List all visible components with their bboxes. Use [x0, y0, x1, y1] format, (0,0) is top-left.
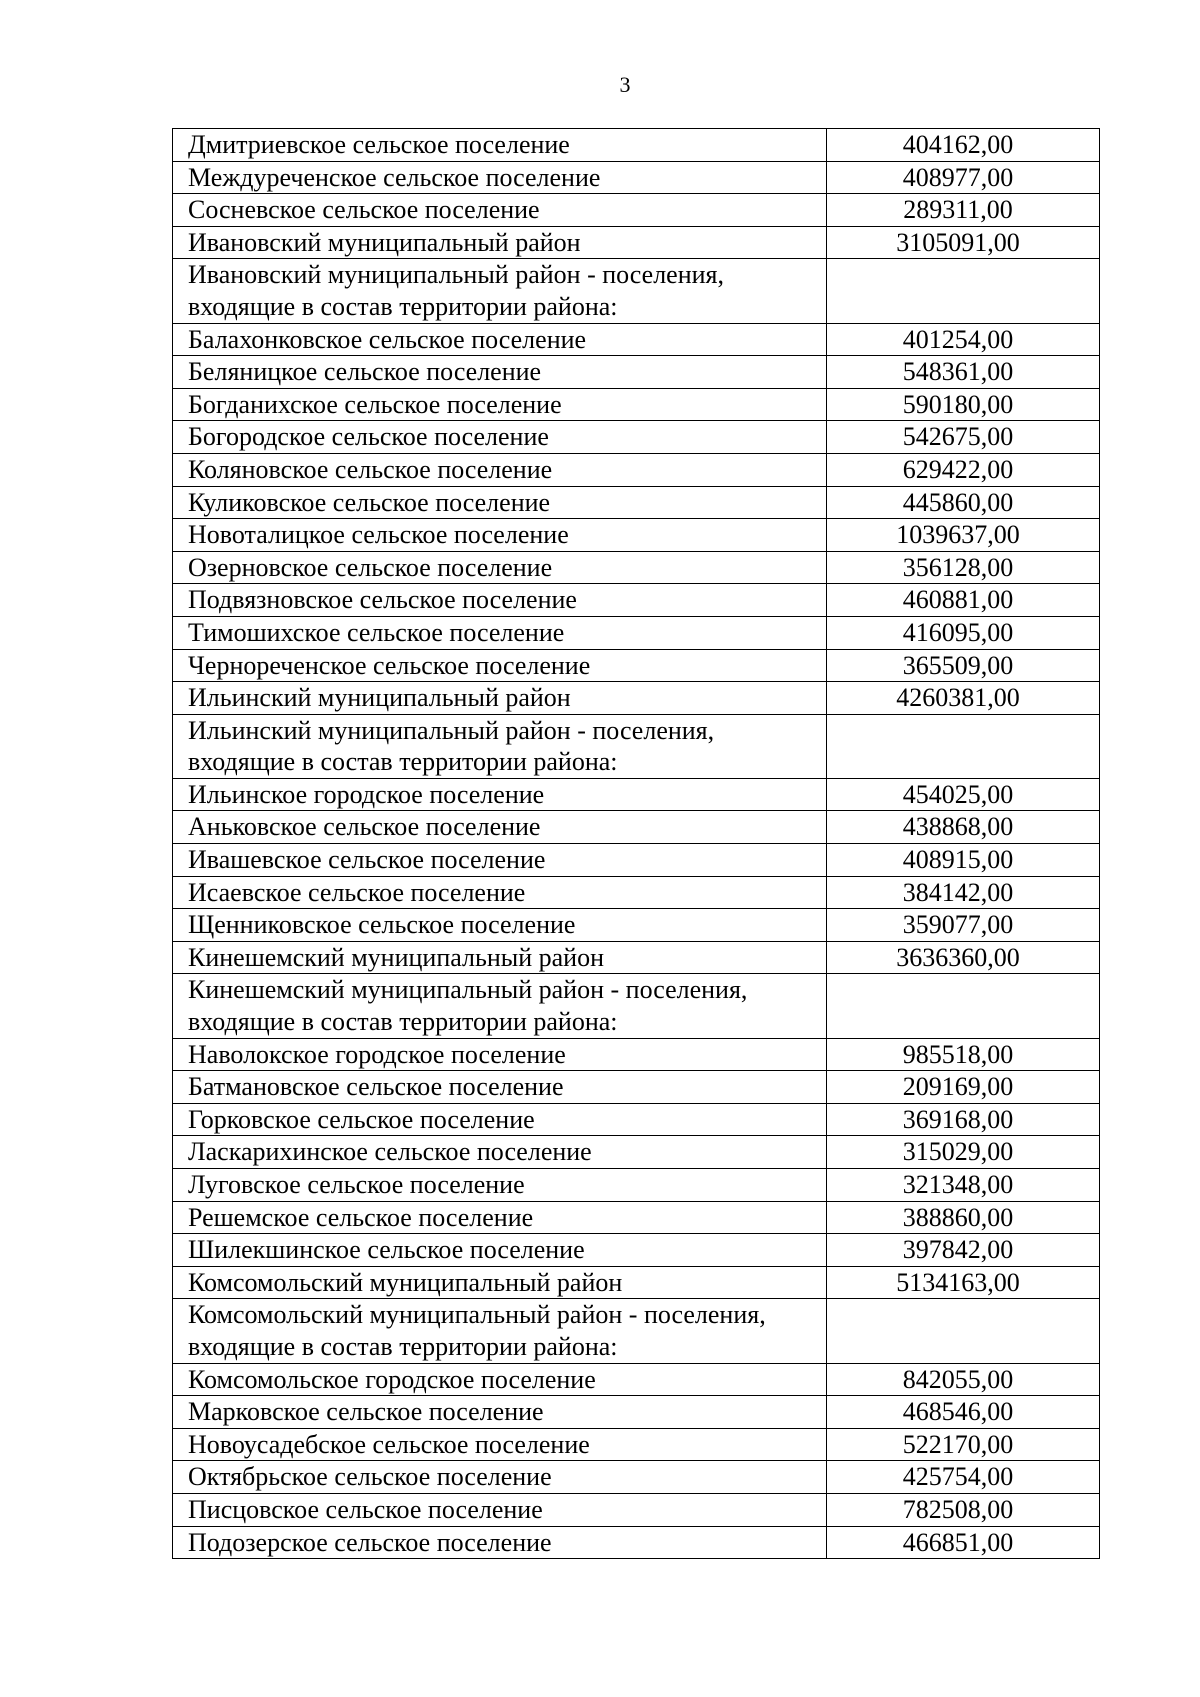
table-row: [173, 1461, 1100, 1494]
amount-cell: [827, 356, 1100, 389]
amount-value: 985518,00: [902, 1039, 1014, 1069]
amount-value: 209169,00: [902, 1072, 1014, 1102]
amount-cell: [827, 161, 1100, 194]
table-row: [173, 486, 1100, 519]
settlement-name-cell: Октябрьское сельское поселение: [173, 1461, 827, 1494]
amount-cell: [827, 1266, 1100, 1299]
amount-value: 548361,00: [902, 357, 1014, 387]
table-row: [173, 811, 1100, 844]
amount-cell: [827, 1071, 1100, 1104]
amount-cell: [827, 226, 1100, 259]
amount-value: 3105091,00: [896, 227, 1020, 257]
table-row: [173, 129, 1100, 162]
allocation-table: [172, 128, 1100, 1559]
amount-cell: [827, 194, 1100, 227]
table-row: [173, 421, 1100, 454]
settlement-name-cell: Кинешемский муниципальный район - поселения, входящие в состав территории района:: [173, 974, 827, 1038]
amount-value: 404162,00: [902, 130, 1014, 159]
amount-value: 365509,00: [902, 650, 1014, 680]
amount-value: 401254,00: [902, 324, 1014, 354]
amount-cell: [827, 844, 1100, 877]
table-row: [173, 1493, 1100, 1526]
table-body: [173, 129, 1100, 1559]
amount-value: 466851,00: [902, 1527, 1014, 1557]
table-row: [173, 1299, 1100, 1363]
table-row: [173, 1396, 1100, 1429]
settlement-name-cell: Ильинский муниципальный район: [173, 682, 827, 715]
amount-value: 408977,00: [902, 162, 1014, 192]
table-row: [173, 584, 1100, 617]
amount-value: 388860,00: [902, 1202, 1014, 1232]
table-row: [173, 941, 1100, 974]
amount-value: 356128,00: [902, 552, 1014, 582]
settlement-name-cell: Куликовское сельское поселение: [173, 486, 827, 519]
table-row: [173, 1169, 1100, 1202]
amount-cell: [827, 909, 1100, 942]
settlement-name-cell: Наволокское городское поселение: [173, 1038, 827, 1071]
amount-value: 445860,00: [902, 487, 1014, 517]
settlement-name-cell: Щенниковское сельское поселение: [173, 909, 827, 942]
table-row: [173, 1201, 1100, 1234]
amount-cell: [827, 486, 1100, 519]
amount-value: 522170,00: [902, 1429, 1014, 1459]
settlement-name-cell: Комсомольский муниципальный район - поселения, входящие в состав территории района:: [173, 1299, 827, 1363]
amount-value: 397842,00: [902, 1235, 1014, 1265]
amount-value: 425754,00: [902, 1462, 1014, 1492]
settlement-name-cell: Ивановский муниципальный район - поселения, входящие в состав территории района:: [173, 259, 827, 323]
table-row: [173, 259, 1100, 323]
table-row: [173, 453, 1100, 486]
settlement-name-cell: Ивановский муниципальный район: [173, 226, 827, 259]
amount-value: 315029,00: [902, 1137, 1014, 1167]
table-row: [173, 682, 1100, 715]
table-row: [173, 876, 1100, 909]
amount-cell: [827, 388, 1100, 421]
settlement-name-cell: Решемское сельское поселение: [173, 1201, 827, 1234]
amount-cell: [827, 616, 1100, 649]
table-row: [173, 1038, 1100, 1071]
amount-cell: [827, 1038, 1100, 1071]
table-row: [173, 194, 1100, 227]
amount-cell: [827, 1396, 1100, 1429]
settlement-name-cell: Ильинский муниципальный район - поселения, входящие в состав территории района:: [173, 714, 827, 778]
settlement-name-cell: Батмановское сельское поселение: [173, 1071, 827, 1104]
amount-value: 384142,00: [902, 877, 1014, 907]
amount-cell: [827, 714, 1100, 778]
table-row: [173, 649, 1100, 682]
settlement-name-cell: Беляницкое сельское поселение: [173, 356, 827, 389]
amount-value: 369168,00: [902, 1104, 1014, 1134]
amount-cell: [827, 584, 1100, 617]
settlement-name-cell: Подозерское сельское поселение: [173, 1526, 827, 1559]
table-row: [173, 616, 1100, 649]
amount-cell: [827, 421, 1100, 454]
table-row: [173, 1136, 1100, 1169]
amount-value: 289311,00: [903, 195, 1013, 225]
settlement-name-cell: Междуреченское сельское поселение: [173, 161, 827, 194]
settlement-name-cell: Подвязновское сельское поселение: [173, 584, 827, 617]
amount-value: 5134163,00: [896, 1267, 1020, 1297]
table-row: [173, 519, 1100, 552]
settlement-name-cell: Ласкарихинское сельское поселение: [173, 1136, 827, 1169]
settlement-name-cell: Коляновское сельское поселение: [173, 453, 827, 486]
table-row: [173, 844, 1100, 877]
settlement-name-cell: Кинешемский муниципальный район: [173, 941, 827, 974]
amount-cell: [827, 876, 1100, 909]
table-row: [173, 226, 1100, 259]
amount-cell: [827, 1428, 1100, 1461]
table-row: [173, 1266, 1100, 1299]
settlement-name-cell: Балахонковское сельское поселение: [173, 323, 827, 356]
amount-value: 3636360,00: [896, 942, 1020, 972]
settlement-name-cell: Богданихское сельское поселение: [173, 388, 827, 421]
settlement-name-cell: Ивашевское сельское поселение: [173, 844, 827, 877]
settlement-name-cell: Ильинское городское поселение: [173, 778, 827, 811]
amount-cell: [827, 1299, 1100, 1363]
page-number: 3: [619, 72, 631, 97]
amount-cell: [827, 1201, 1100, 1234]
amount-value: 460881,00: [902, 585, 1014, 615]
settlement-name-cell: Горковское сельское поселение: [173, 1103, 827, 1136]
amount-value: 438868,00: [902, 812, 1014, 842]
settlement-name-cell: Чернореченское сельское поселение: [173, 649, 827, 682]
table-row: [173, 388, 1100, 421]
amount-cell: [827, 129, 1100, 162]
amount-value: 416095,00: [902, 617, 1014, 647]
settlement-name-cell: Тимошихское сельское поселение: [173, 616, 827, 649]
settlement-name-cell: Богородское сельское поселение: [173, 421, 827, 454]
amount-value: 542675,00: [902, 422, 1014, 452]
amount-cell: [827, 649, 1100, 682]
amount-value: 782508,00: [902, 1494, 1014, 1524]
table-row: [173, 1428, 1100, 1461]
table-row: [173, 714, 1100, 778]
table-row: [173, 356, 1100, 389]
amount-cell: [827, 682, 1100, 715]
settlement-name-cell: Дмитриевское сельское поселение: [173, 129, 827, 162]
amount-cell: [827, 323, 1100, 356]
table-row: [173, 1363, 1100, 1396]
table-row: [173, 974, 1100, 1038]
amount-cell: [827, 1103, 1100, 1136]
settlement-name-cell: Исаевское сельское поселение: [173, 876, 827, 909]
table-row: [173, 1234, 1100, 1267]
amount-cell: [827, 1136, 1100, 1169]
settlement-name-cell: Комсомольское городское поселение: [173, 1363, 827, 1396]
amount-value: 629422,00: [902, 454, 1014, 484]
amount-cell: [827, 811, 1100, 844]
table-row: [173, 1526, 1100, 1559]
amount-cell: [827, 1169, 1100, 1202]
settlement-name-cell: Озерновское сельское поселение: [173, 551, 827, 584]
settlement-name-cell: Луговское сельское поселение: [173, 1169, 827, 1202]
amount-value: 1039637,00: [896, 520, 1020, 550]
table-row: [173, 778, 1100, 811]
settlement-name-cell: Новоталицкое сельское поселение: [173, 519, 827, 552]
amount-value: 4260381,00: [896, 683, 1020, 713]
amount-value: 842055,00: [902, 1364, 1014, 1394]
amount-cell: [827, 1461, 1100, 1494]
amount-cell: [827, 778, 1100, 811]
amount-cell: [827, 1363, 1100, 1396]
settlement-name-cell: Сосневское сельское поселение: [173, 194, 827, 227]
amount-value: 359077,00: [902, 910, 1014, 940]
settlement-name-cell: Марковское сельское поселение: [173, 1396, 827, 1429]
amount-cell: [827, 941, 1100, 974]
settlement-name-cell: Аньковское сельское поселение: [173, 811, 827, 844]
amount-cell: [827, 974, 1100, 1038]
amount-value: 468546,00: [902, 1397, 1014, 1427]
table-row: [173, 1103, 1100, 1136]
amount-cell: [827, 259, 1100, 323]
table-row: [173, 323, 1100, 356]
amount-value: 321348,00: [902, 1170, 1014, 1199]
amount-cell: [827, 1234, 1100, 1267]
settlement-name-cell: Новоусадебское сельское поселение: [173, 1428, 827, 1461]
amount-value: 590180,00: [902, 389, 1014, 419]
table-row: [173, 551, 1100, 584]
amount-value: 454025,00: [902, 779, 1014, 809]
amount-value: 408915,00: [902, 845, 1014, 875]
settlement-name-cell: Шилекшинское сельское поселение: [173, 1234, 827, 1267]
amount-cell: [827, 1526, 1100, 1559]
table-row: [173, 909, 1100, 942]
amount-cell: [827, 519, 1100, 552]
amount-cell: [827, 453, 1100, 486]
amount-cell: [827, 551, 1100, 584]
table-row: [173, 161, 1100, 194]
settlement-name-cell: Комсомольский муниципальный район: [173, 1266, 827, 1299]
settlement-name-cell: Писцовское сельское поселение: [173, 1493, 827, 1526]
table-row: [173, 1071, 1100, 1104]
amount-cell: [827, 1493, 1100, 1526]
